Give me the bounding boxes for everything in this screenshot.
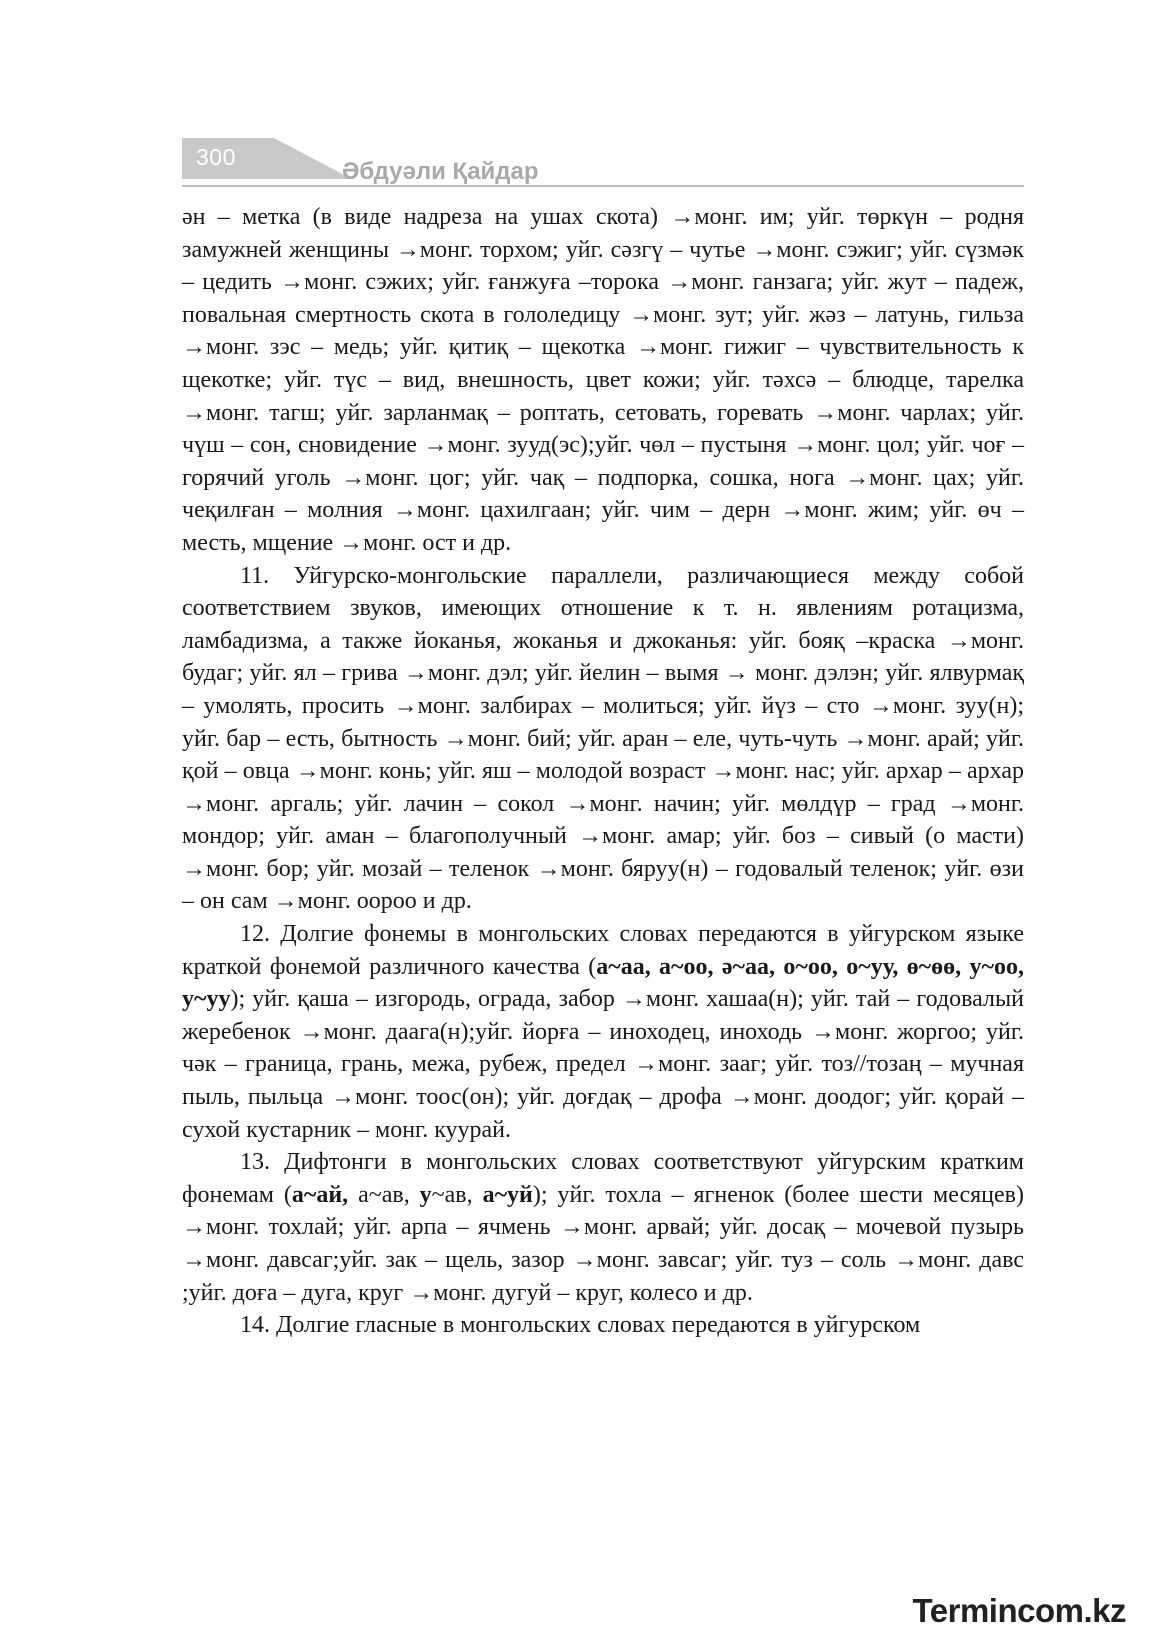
- text-run: 14. Долгие гласные в монгольских словах передаются в уйгурском: [240, 1312, 921, 1339]
- running-header: [182, 138, 1024, 190]
- header-rule: [182, 185, 1024, 187]
- text-run: ); уйг. тохла – ягненок (более шести месяцев) →монг. тохлай; уйг. арпа – ячмень →монг. арвай; уйг. досақ – мочевой пузырь →монг. давсаг;уйг. зак – щель, зазор →монг. завсаг; уйг. туз – соль →монг. давс ;уйг. доға – дуга, круг →монг. дугуй – круг, колесо и др.: [182, 1181, 1024, 1306]
- bold-text-run: а~аа, а~оо, ә~аа, о~оо, о~уу, ө~өө, у~оо, у~уу: [182, 953, 1024, 1013]
- bold-text-run: а~ай,: [291, 1181, 349, 1208]
- page-number: 300: [196, 144, 236, 170]
- text-run: 12. Долгие фонемы в монгольских словах передаются в уйгурском языке краткой фонемой различного качества (: [182, 921, 1024, 980]
- bold-text-run: а~уй: [482, 1181, 533, 1208]
- bold-text-run: у: [419, 1181, 432, 1208]
- paragraph: [182, 1309, 1024, 1342]
- paragraph: [182, 918, 1024, 1146]
- running-title: Әбдуәли Қайдар: [342, 158, 539, 185]
- page-tab-wedge: [274, 138, 352, 179]
- paragraph: [182, 201, 1024, 560]
- body-text: [182, 201, 1024, 1342]
- text-run: ); уйг. қаша – изгородь, ограда, забор →монг. хашаа(н); уйг. тай – годовалый жеребенок →монг. даага(н);уйг. йорға – иноходец, иноходь →монг. жоргоо; уйг. чәк – граница, грань, межа, рубеж, предел →монг. зааг; уйг. тоз//тозаң – мучная пыль, пыльца →монг. тоос(он); уйг. доғдақ – дрофа →монг. доодог; уйг. қорай – сухой кустарник – монг. куурай.: [182, 986, 1024, 1143]
- text-run: 13. Дифтонги в монгольских словах соответствуют уйгурским кратким фонемам (: [182, 1149, 1024, 1208]
- text-run: ~ав,: [431, 1181, 483, 1208]
- text-run: а~ав,: [348, 1181, 420, 1208]
- paragraph: [182, 560, 1024, 919]
- watermark-logo: Termincom.kz: [912, 1592, 1126, 1629]
- text-run: 11. Уйгурско-монгольские параллели, различающиеся между собой соответствием звуков, имеющих отношение к т. н. явлениям ротацизма, ламбадизма, а также йоканья, жоканья и джоканья: уйг. бояқ –краска →монг. будаг; уйг. ял – грива →монг. дэл; уйг. йелин – вымя → монг. дэлэн; уйг. ялвурмақ – умолять, просить →монг. залбирах – молиться; уйг. йүз – сто →монг. зуу(н); уйг. бар – есть, бытность →монг. бий; уйг. аран – еле, чуть-чуть →монг. арай; уйг. қой – овца →монг. конь; уйг. яш – молодой возраст →монг. нас; уйг. архар – архар →монг. аргаль; уйг. лачин – сокол →монг. начин; уйг. мөлдүр – град →монг. мондор; уйг. аман – благополучный →монг. амар; уйг. боз – сивый (о масти) →монг. бор; уйг. мозай – теленок →монг. бяруу(н) – годовалый теленок; уйг. өзи – он сам →монг. ооро​о и др.: [182, 562, 1024, 915]
- text-run: ән – метка (в виде надреза на ушах скота) →монг. им; уйг. төркүн – родня замужней женщины →монг. торхом; уйг. сәзгү – чутье →монг. сэжиг; уйг. сүзмәк – цедить →монг. сэжих; уйг. ғанжуға –торока →монг. ганзага; уйг. жут – падеж, повальная смертность скота в гололедицу →монг. зут; уйг. жәз – латунь, гильза →монг. зэс – медь; уйг. қитиқ – щекотка →монг. гижиг – чувствительность к щекотке; уйг. түс – вид, внешность, цвет кожи; уйг. тәхсә – блюдце, тарелка →монг. тагш; уйг. зарланмақ – роптать, сетовать, горевать →монг. чарлах; уйг. чүш – сон, сновидение →монг. зууд(эс);уйг. чөл – пустыня →монг. цол; уйг. чоғ –горячий уголь →монг. цог; уйг. чақ – подпорка, сошка, нога →монг. цах; уйг. чеқилған – молния →монг. цахилгаан; уйг. чим – дерн →монг. жим; уйг. өч – месть, мщение →монг. ост и др.: [182, 204, 1024, 556]
- paragraph: [182, 1146, 1024, 1309]
